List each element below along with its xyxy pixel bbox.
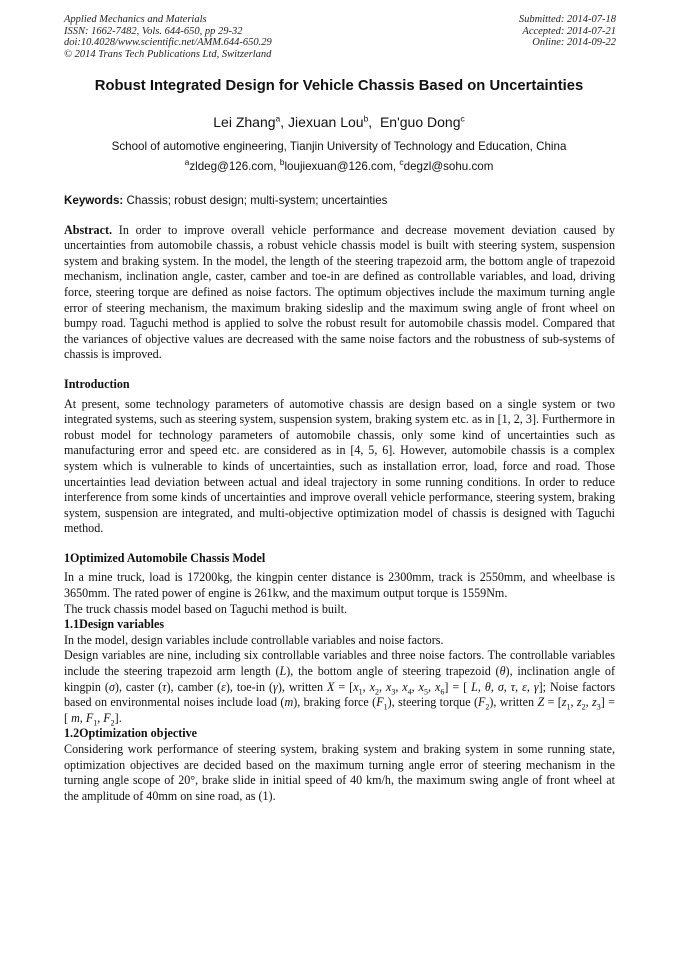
section-heading-1-2: 1.2Optimization objective (64, 726, 198, 741)
section-heading-1: 1Optimized Automobile Chassis Model (64, 550, 266, 565)
journal-copyright: © 2014 Trans Tech Publications Ltd, Switzerland (64, 48, 272, 60)
submitted-date: Submitted: 2014-07-18 (518, 14, 616, 25)
email-link[interactable]: loujiexuan@126.com, (284, 160, 400, 173)
keywords: Keywords: Chassis; robust design; multi-system; uncertainties (64, 194, 388, 207)
author-list: Lei Zhang$^a$, Jiexuan Lou$^b$, En'guo Dong$^c$ (213, 113, 465, 130)
journal-info (64, 14, 272, 60)
author-name: En'guo Dong (379, 114, 461, 130)
section11-paragraph: Design variables are nine, including six controllable variables and three noise factors. The controllable variables include the steering trapezoid arm length (L), the bottom angle of steering trapezoid (θ), inclination angle of kingpin (σ), caster (τ), camber (ε), toe-in (γ), written $X = [x_1$, $x_2$, $x_3$, $x_4$, $x_5$, $x_6$] = [ L, θ, σ, τ, ε, γ]; Noise factors based on environmental noises include load (m), braking force $(F_1)$, steering torque $(F_2)$, written $Z = [z_1$, $z_2$, $z_3$] = [ m, $F_1$, $F_2$]. (64, 648, 616, 728)
abstract-label: Abstract. (64, 222, 113, 237)
keywords-label: Keywords: (64, 194, 124, 207)
paper-title: Robust Integrated Design for Vehicle Chassis Based on Uncertainties (94, 78, 584, 94)
journal-doi[interactable]: doi:10.4028/www.scientific.net/AMM.644-650.29 (64, 37, 272, 49)
section1-paragraph: The truck chassis model based on Taguchi method is built. (64, 601, 348, 616)
section-heading-introduction: Introduction (64, 376, 130, 391)
email-link[interactable]: degzl@sohu.com (403, 160, 494, 173)
author-emails: $^a$zldeg@126.com, $^b$loujiexuan@126.com, $^c$degzl@sohu.com (184, 157, 494, 173)
journal-name: Applied Mechanics and Materials (64, 14, 207, 25)
paper-body (64, 193, 615, 804)
author-name: Lei Zhang (213, 114, 276, 130)
section-heading-1-1: 1.1Design variables (64, 617, 165, 632)
section11-paragraph: In the model, design variables include controllable variables and noise factors. (64, 632, 444, 647)
accepted-date: Accepted: 2014-07-21 (522, 25, 616, 37)
journal-issn: ISSN: 1662-7482, Vols. 644-650, pp 29-32 (64, 25, 243, 37)
affiliation: School of automotive engineering, Tianjin University of Technology and Education, China (111, 140, 567, 153)
section12-paragraph: Considering work performance of steering system, braking system and braking system in some running state, optimization objectives are decided based on the maximum turning angle error of steering mechanism in the turning angle scope of 20°, brake slide in initial speed of 40 km/h, the maximum swing angle of front wheel at the amplitude of 40mm on sine road, as (1). (64, 742, 615, 803)
introduction-text: At present, some technology parameters of automotive chassis are design based on a single system or two integrated systems, such as steering system, suspension system, braking system etc. as in [1, 2, 3]. Furthermore in robust model for technology parameters of automobile chassis, only some kind of uncertainties such as manufacturing error and speed etc. are considered as in [4, 5, 6]. However, automobile chassis is a complex system which is vulnerable to kinds of uncertainties, such as installation error, load, force and road. Those uncertainties lead deviation between actual and ideal trajectory in some running conditions. In order to reduce interference from some kinds of uncertainties and improve overall vehicle performance, steering system, braking system, suspension are integrated, and multi-objective optimization model of chassis is designed with Taguchi method. (64, 396, 615, 536)
submission-dates (519, 14, 616, 49)
author-name: Jiexuan Lou (288, 114, 364, 130)
email-link[interactable]: zldeg@126.com, (189, 160, 280, 173)
section1-paragraph: In a mine truck, load is 17200kg, the kingpin center distance is 2300mm, track is 2550mm, and wheelbase is 3650mm. The rated power of engine is 261kw, and the maximum output torque is 1559Nm. (64, 570, 615, 601)
abstract: Abstract. In order to improve overall vehicle performance and decrease movement deviation caused by uncertainties from automobile chassis, a robust vehicle chassis model is built with steering system, suspension system and braking system. In the model, the length of the steering trapezoid arm, the bottom angle of trapezoid mechanism, inclination angle, caster, camber and toe-in are defined as controllable variables, and load, driving force, steering torque are defined as noise factors. The optimum objectives include the maximum turning angle error of steering mechanism, the maximum braking sideslip and the maximum swing angle of front wheel on bumpy road. Taguchi method is applied to solve the robust result for automobile chassis model. Compared that the variances of objective values are decreased with the same noise factors and the robustness of sub-systems of chassis is improved. (64, 222, 615, 362)
online-date: Online: 2014-09-22 (532, 37, 616, 49)
